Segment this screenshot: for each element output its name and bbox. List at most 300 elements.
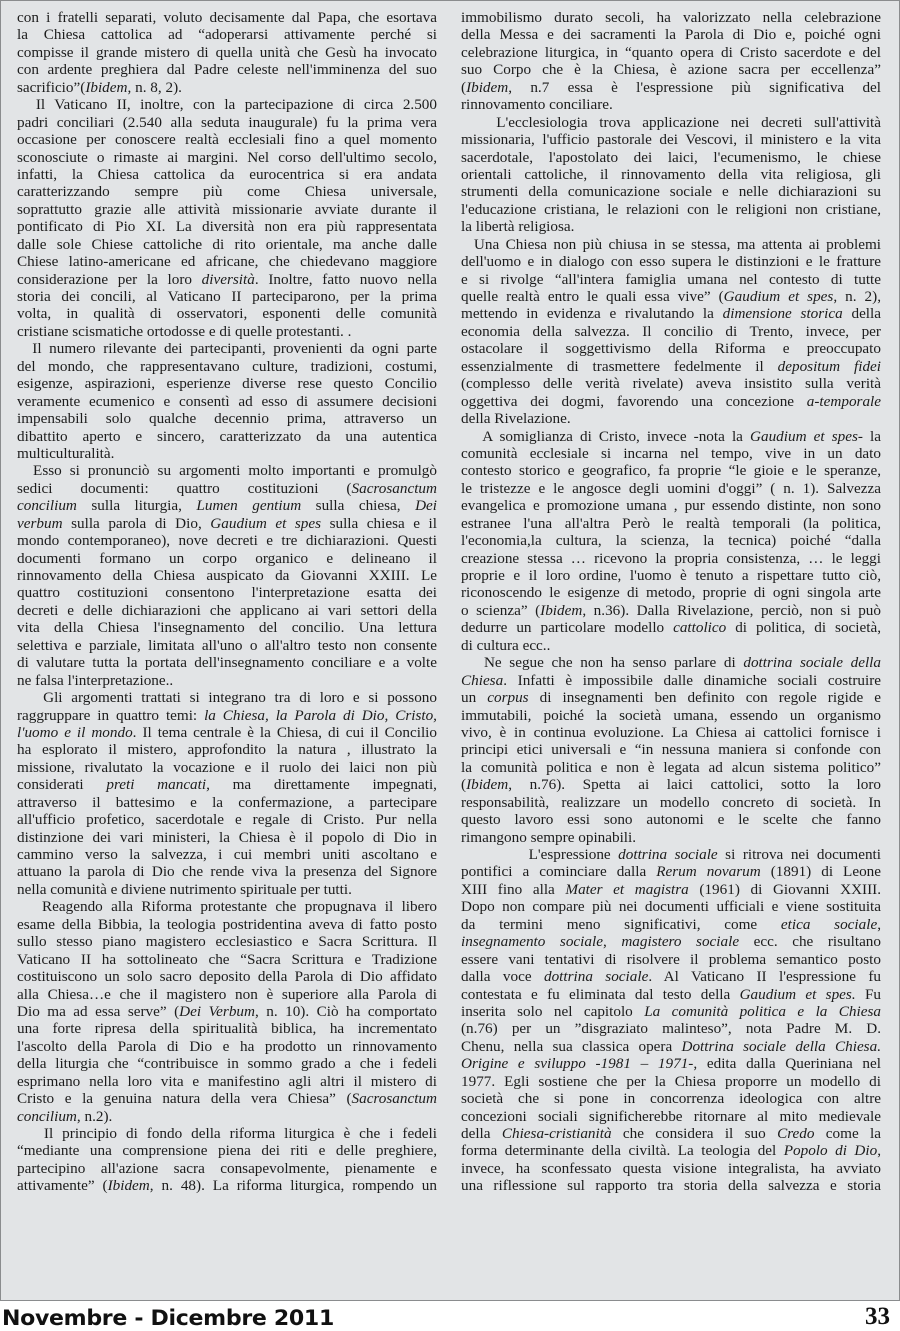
text-run: Gli argomenti trattati si integrano tra di loro e si possono — [17, 689, 437, 707]
text-run: riconoscendo le esigenze di metodo, proprie di ogni singola arte — [461, 584, 881, 602]
text-line — [461, 183, 881, 200]
text-run: A somiglianza di Cristo, invece -nota la — [461, 427, 751, 445]
text-line — [461, 933, 881, 950]
text-line — [461, 689, 881, 706]
text-run: mettendo in evidenza e rivalutando la — [461, 305, 723, 323]
italic-run: Gaudium et spes. — [739, 985, 856, 1003]
text-run: impensabili solo qualche decennio prima, attraverso un — [17, 410, 437, 428]
text-run: documenti formano un corpo organico e delineano il — [17, 549, 437, 567]
text-line — [17, 305, 437, 322]
text-line — [461, 1003, 881, 1020]
italic-run: dottrina sociale della — [743, 654, 881, 672]
text-line — [461, 1108, 881, 1125]
text-run: questo lavoro essi sono autonomi e le scelte che fanno — [461, 811, 881, 829]
text-run: principi etici universali e “in nessuna maniera si confonde con — [461, 741, 881, 759]
italic-run: preti mancati, — [106, 776, 210, 794]
italic-run: Origine e sviluppo -1981 – 1971- — [461, 1055, 694, 1073]
text-line — [461, 9, 881, 26]
text-run: . Inoltre, fatto nuovo nella — [254, 270, 437, 288]
text-run: la comunità politica e non è legata ad alcun sistema politico” — [461, 758, 881, 776]
text-run: sacrificio”( — [17, 78, 86, 96]
text-run: , n. 2), — [833, 288, 881, 305]
text-line — [461, 1142, 881, 1159]
text-line — [17, 96, 437, 113]
text-run: della liturgia che “contribuisce in sommo grado a che i fedeli — [17, 1055, 437, 1073]
text-run: , n.7 essa è l'espressione più significativa del — [508, 78, 881, 96]
text-line — [17, 794, 437, 811]
text-line — [461, 1038, 881, 1055]
text-line — [17, 1038, 437, 1055]
text-line — [17, 79, 437, 96]
text-line — [17, 26, 437, 43]
text-run: come la — [814, 1125, 881, 1142]
text-line — [17, 323, 437, 340]
text-run: , n.2). — [76, 1107, 113, 1125]
text-line — [17, 1020, 437, 1037]
text-run: estranee l'una all'altra Però le realtà temporali (la politica, — [461, 514, 881, 532]
text-line — [17, 61, 437, 78]
text-run: Dopo non compare più nei documenti ufficiali e viene sostituita — [461, 898, 881, 916]
text-run: cristiane scismatiche ortodosse e di quelle protestanti. . — [17, 322, 352, 340]
text-run: Dio ma ad essa serve” ( — [17, 1002, 180, 1020]
text-line — [17, 288, 437, 305]
text-line — [17, 898, 437, 915]
text-run: , edita dalla Queriniana nel — [693, 1055, 881, 1073]
text-line — [17, 236, 437, 253]
text-line — [461, 846, 881, 863]
text-line — [17, 1177, 437, 1194]
text-run: ostacolare il soggettivismo della Riforma e preoccupato — [461, 340, 881, 358]
text-run: sullo stesso piano magistero ecclesiastico e Sacra Scrittura. Il — [17, 933, 437, 951]
text-line — [461, 26, 881, 43]
text-run: Il numero rilevante dei partecipanti, provenienti da ogni parte — [17, 340, 437, 358]
text-run: , — [877, 1142, 881, 1160]
text-run: celebrazione liturgica, in “quanto opera di Cristo sacerdote e del — [461, 43, 881, 61]
text-line — [17, 550, 437, 567]
text-run: Esso si pronunciò su argomenti molto importanti e promulgò — [17, 462, 437, 480]
text-run: la Chiesa cattolica ad “adoperarsi attivamente perché si — [17, 26, 437, 44]
text-run: economia della salvezza. Il concilio di Trento, invece, per — [461, 322, 881, 340]
text-run: quattro costituzioni consentono l'interpretazione esatta dei — [17, 584, 437, 602]
text-run: . Al Vaticano II l'espressione fu — [648, 968, 882, 986]
text-run: della — [842, 305, 881, 323]
text-line — [17, 428, 437, 445]
italic-run: Ibidem — [466, 776, 509, 794]
text-run: pontificato di Pio XI. La diversità non era più rappresentata — [17, 218, 437, 236]
italic-run: Gaudium et spes — [210, 514, 322, 532]
text-line — [17, 462, 437, 479]
text-run: sulla parola di Dio, — [62, 514, 211, 532]
text-line — [17, 44, 437, 61]
text-run: , n. 8, 2). — [127, 78, 182, 96]
text-run: , n. 48). La riforma liturgica, rompendo un — [149, 1177, 437, 1195]
text-line — [461, 271, 881, 288]
text-line — [461, 532, 881, 549]
text-run: della Messa e dei sacramenti la Parola di Dio e, poiché ogni — [461, 26, 881, 44]
text-line — [461, 323, 881, 340]
italic-run: Ibidem — [85, 78, 128, 96]
text-run: 1977. Egli sostiene che per la Chiesa proporre un modello di — [461, 1072, 881, 1090]
text-run: evangelica e promozione umana , pur essendo distinte, non sono — [461, 497, 881, 515]
italic-run: Popolo di Dio — [783, 1142, 878, 1160]
text-line — [461, 951, 881, 968]
text-run: l'educazione cristiana, le relazioni con le religioni non cristiane, — [461, 200, 881, 218]
text-run: un — [461, 689, 488, 707]
text-line — [17, 724, 437, 741]
text-run: alla Chiesa…e che il magistero non è superiore alla Parola di — [17, 985, 437, 1003]
italic-run: Ibidem — [466, 78, 509, 96]
text-line — [461, 567, 881, 584]
text-run: , n.76). Spetta ai laici cattolici, sotto la loro — [508, 776, 881, 794]
text-run: (complesso delle verità rivelate) aveva insistito sulla verità — [461, 375, 881, 393]
text-line — [17, 1142, 437, 1159]
text-line — [461, 253, 881, 270]
italic-run: la Chiesa, la Parola di Dio, Cristo, — [204, 706, 437, 724]
text-line — [17, 863, 437, 880]
text-run: con ardente preghiera dal Padre celeste nell'imminenza del suo — [17, 61, 437, 79]
text-line — [461, 445, 881, 462]
text-run: storia dei concili, al Vaticano II parteciparono, per la prima — [17, 288, 437, 305]
text-line — [461, 428, 881, 445]
text-run: selettiva e parziale, limitata all'uno o all'altro testo non consente — [17, 636, 437, 654]
text-run: vita della Chiesa l'insegnamento del concilio. Una lettura — [17, 619, 437, 637]
text-run: soprattutto grazie alle attività missionarie avviate durante il — [17, 200, 437, 218]
text-run: occasione per conoscere realtà ecclesiali fino a quel momento — [17, 131, 437, 149]
text-line — [17, 253, 437, 270]
text-line — [461, 759, 881, 776]
text-line — [17, 881, 437, 898]
text-run: invece, ha sconfessato questa visione integralista, ha avviato — [461, 1159, 881, 1177]
text-run: da termini meno significativi, come — [461, 915, 781, 933]
text-run: sulla chiesa, — [301, 497, 416, 515]
text-run: di politica, di società, — [726, 619, 882, 637]
text-line — [17, 846, 437, 863]
italic-run: magistero sociale — [621, 933, 740, 951]
text-run: considerati — [17, 776, 107, 794]
text-line — [461, 986, 881, 1003]
text-run: essenzialmente di trasmettere fedelmente il — [461, 357, 778, 375]
text-run: dalla voce — [461, 968, 544, 986]
text-line — [461, 672, 881, 689]
text-line — [461, 968, 881, 985]
text-run: XIII fino alla — [461, 880, 566, 898]
text-line — [17, 1090, 437, 1107]
italic-run: Lumen gentium — [196, 497, 302, 515]
text-run: “mediante una comprensione piena dei riti e delle preghiere, — [17, 1142, 437, 1160]
text-run: attraverso il battesimo e la confermazione, a partecipare — [17, 793, 437, 811]
text-run: Chiese latino-americane ed africane, che chiedevano maggiore — [17, 253, 437, 271]
text-line — [461, 584, 881, 601]
text-run: volta, in qualità di osservatori, esponenti delle comunità — [17, 305, 437, 323]
text-line — [17, 829, 437, 846]
text-column-left — [17, 9, 437, 1195]
text-line — [17, 445, 437, 462]
text-run: orientali cattoliche, il rinnovamento della vita religiosa, gli — [461, 165, 881, 183]
text-line — [17, 358, 437, 375]
text-run: che considera il suo — [611, 1125, 778, 1142]
text-run: mondo contemporaneo), nove decreti e tre dichiarazioni. Questi — [17, 532, 437, 550]
text-run: ma direttamente impegnati, — [209, 776, 437, 794]
italic-run: insegnamento sociale — [461, 933, 603, 951]
text-run: sacerdotale, l'apostolato dei laici, l'ecumenismo, le chiese — [461, 148, 881, 166]
text-line — [17, 567, 437, 584]
text-run: Una Chiesa non più chiusa in se stessa, ma attenta ai problemi — [461, 235, 881, 253]
text-line — [461, 602, 881, 619]
text-run: costituiscono un solo sacro deposito della Parola di Dio affidato — [17, 968, 437, 986]
text-line — [461, 1055, 881, 1072]
text-line — [17, 654, 437, 671]
text-run: , — [602, 933, 622, 951]
text-run: esprimano nella loro vita e manifestino agli altri il mistero di — [17, 1072, 437, 1090]
text-run: sconosciute o rimaste ai margini. Nel corso dell'ultimo secolo, — [17, 148, 437, 166]
text-line — [17, 218, 437, 235]
text-line — [17, 9, 437, 26]
text-line — [461, 707, 881, 724]
text-run: immobilismo durato secoli, ha valorizzato nella celebrazione — [461, 9, 881, 26]
text-run: esame della Bibbia, la teologia postridentina aveva di fatto posto — [17, 915, 437, 933]
text-run: di insegnamenti ben definito con regole rigide e — [528, 689, 881, 707]
italic-run: concilium — [17, 1107, 77, 1125]
text-run: l'ascolto della Parola di Dio e ha prodotto un rinnovamento — [17, 1037, 437, 1055]
text-run: raggruppare in quattro temi: — [17, 706, 205, 724]
text-run: dibattito aperto e sincero, caratterizzato da una autentica — [17, 427, 437, 445]
text-run: della Rivelazione. — [461, 410, 571, 428]
text-line — [17, 480, 437, 497]
text-line — [461, 898, 881, 915]
text-run: dalle sole Chiese cattoliche di rito orientale, ma anche dalle — [17, 235, 437, 253]
text-run: considerazione per la loro — [17, 270, 202, 288]
italic-run: Rerum novarum — [656, 863, 761, 881]
text-line — [17, 1003, 437, 1020]
text-line — [17, 584, 437, 601]
text-run: con i fratelli separati, voluto decisamente dal Papa, che esortava — [17, 9, 437, 26]
text-line — [461, 131, 881, 148]
text-run: pontifici a cominciare dalla — [461, 863, 657, 881]
italic-run: cattolico — [673, 619, 727, 637]
text-line — [17, 602, 437, 619]
text-run: Vaticano II ha sottolineato che “Sacra Scrittura e Tradizione — [17, 950, 437, 968]
text-run: strumenti della comunicazione sociale e nelle dichiarazioni su — [461, 183, 881, 201]
italic-run: Ibidem — [540, 601, 583, 619]
text-run: del mondo, che rappresentavano culture, tradizioni, costumi, — [17, 357, 437, 375]
text-line — [461, 79, 881, 96]
text-run: padri conciliari (2.540 alla seduta inaugurale) fu la prima vera — [17, 113, 437, 131]
italic-run: Dottrina sociale della Chiesa. — [681, 1037, 881, 1055]
text-line — [17, 776, 437, 793]
text-run: proprie e il loro ordine, l'uomo è tenuto a rispettare tutto ciò, — [461, 567, 881, 584]
text-line — [461, 410, 881, 427]
text-run: esigenze, aspirazioni, esperienze diverse rese questo Concilio — [17, 375, 437, 393]
text-run: missione, rivalutato la vocazione e il ruolo dei laici non più — [17, 758, 437, 776]
text-run: rinnovamento della Chiesa auspicato da Giovanni XXIII. Le — [17, 567, 437, 584]
italic-run: Sacrosanctum — [351, 1090, 437, 1108]
text-line — [461, 288, 881, 305]
text-run: comunità ecclesiale si incarna nel tempo, vive in un dato — [461, 444, 881, 462]
issue-date: Novembre - Dicembre 2011 — [2, 1306, 334, 1330]
text-line — [17, 741, 437, 758]
text-line — [17, 986, 437, 1003]
text-run: ecc. che risultano — [739, 933, 881, 951]
text-run: rimangono sempre opinabili. — [461, 828, 637, 846]
italic-run: Sacrosanctum — [351, 479, 437, 497]
text-run: contesto storico e geografico, fa proprie “le gioie e le speranze, — [461, 462, 881, 480]
italic-run: diversità — [201, 270, 255, 288]
text-run: suo Corpo che è la Chiesa, è azione sacra per eccellenza” — [461, 61, 881, 79]
text-run: caratterizzando sempre più come Chiesa universale, — [17, 183, 437, 201]
text-column-right — [461, 9, 881, 1195]
text-line — [17, 968, 437, 985]
text-line — [17, 916, 437, 933]
text-run: compisse il grande mistero di quella unità che Gesù ha invocato — [17, 43, 437, 61]
text-line — [461, 829, 881, 846]
italic-run: Chiesa-cristianità — [501, 1125, 612, 1142]
text-run: Ne segue che non ha senso parlare di — [461, 654, 744, 672]
text-line — [17, 1055, 437, 1072]
italic-run: dimensione storica — [722, 305, 843, 323]
text-run: Il Vaticano II, inoltre, con la partecipazione di circa 2.500 — [17, 96, 437, 114]
text-line — [461, 462, 881, 479]
text-line — [17, 707, 437, 724]
text-run: decreti e delle dichiarazioni che applicano ai vari settori della — [17, 601, 437, 619]
italic-run: Chiesa — [461, 671, 504, 689]
text-run: (1891) di Leone — [760, 863, 881, 881]
text-run: distinzione dei vari ministeri, la Chiesa è il popolo di Dio in — [17, 828, 437, 846]
text-line — [461, 480, 881, 497]
text-run: , — [877, 915, 881, 933]
text-run: forma determinante della civiltà. La teologia del — [461, 1142, 784, 1160]
italic-run: etica sociale — [780, 915, 878, 933]
text-line — [461, 1177, 881, 1194]
text-run: nella comunità e diviene nutrimento spirituale per tutti. — [17, 880, 352, 898]
text-line — [17, 515, 437, 532]
text-line — [461, 149, 881, 166]
text-line — [461, 1125, 881, 1142]
text-line — [461, 393, 881, 410]
text-line — [461, 916, 881, 933]
italic-run: l'uomo e il mondo — [17, 723, 133, 741]
text-run: (n.76) per un ”disgraziato malinteso”, nota Padre M. D. — [461, 1020, 881, 1038]
text-run: cammino verso la salvezza, i cui membri uniti ascoltano e — [17, 846, 437, 863]
italic-run: concilium — [17, 497, 77, 515]
text-line — [461, 776, 881, 793]
italic-run: Mater et magistra — [565, 880, 689, 898]
text-line — [461, 305, 881, 322]
text-line — [461, 166, 881, 183]
text-line — [17, 166, 437, 183]
italic-run: verbum — [17, 514, 63, 532]
text-line — [17, 1125, 437, 1142]
text-line — [17, 271, 437, 288]
text-run: concezioni sociali significherebbe ritornare al mito medievale — [461, 1107, 881, 1125]
text-line — [461, 741, 881, 758]
text-run: della — [461, 1125, 502, 1142]
text-run: attuano la parola di Dio che rende viva la presenza del Signore — [17, 863, 437, 881]
italic-run: La comunità politica e la Chiesa — [644, 1002, 881, 1020]
text-run: l'economia,la cultura, la scienza, la tecnica) poiché “dalla — [461, 532, 881, 550]
text-run: . Infatti è impossibile dalle dinamiche sociali costruire — [503, 671, 881, 689]
text-line — [17, 951, 437, 968]
text-run: infatti, la Chiesa cattolica da eurocentrica si era andata — [17, 165, 437, 183]
italic-run: Ibidem — [107, 1177, 150, 1195]
text-run: creazione stessa … ricevono la propria consistenza, … le leggi — [461, 549, 881, 567]
text-line — [461, 44, 881, 61]
text-run: le tristezze e le angosce degli uomini d'oggi” ( n. 1). Salvezza — [461, 479, 881, 497]
text-line — [461, 654, 881, 671]
text-line — [17, 183, 437, 200]
text-line — [17, 672, 437, 689]
italic-run: dottrina sociale — [618, 846, 718, 863]
text-line — [17, 410, 437, 427]
text-line — [461, 863, 881, 880]
italic-run: Dei Verbum — [179, 1002, 255, 1020]
text-run: una forte ripresa della spiritualità biblica, ha incrementato — [17, 1020, 437, 1038]
text-run: . Il tema centrale è la Chiesa, di cui il Concilio — [132, 723, 437, 741]
text-line — [17, 149, 437, 166]
text-line — [17, 759, 437, 776]
italic-run: dottrina sociale — [543, 968, 649, 986]
text-run: ha esplorato il mistero, approfondito la natura , illustrato la — [17, 741, 437, 759]
text-line — [461, 375, 881, 392]
text-run: quelle realtà entro le quali essa vive” ( — [461, 288, 724, 305]
text-line — [17, 375, 437, 392]
text-run: L'ecclesiologia trova applicazione nei decreti sull'attività — [461, 113, 881, 131]
text-line — [461, 637, 881, 654]
italic-run: depositum fidei — [777, 357, 881, 375]
text-run: contestata e fu eliminata dal testo della — [461, 985, 740, 1003]
text-run: rinnovamento conciliare. — [461, 96, 613, 114]
text-line — [461, 619, 881, 636]
text-line — [461, 340, 881, 357]
italic-run: Credo — [777, 1125, 815, 1142]
text-run: essere vani tentativi di risolvere il problema semantico posto — [461, 950, 881, 968]
text-line — [461, 358, 881, 375]
text-run: - la — [857, 427, 881, 445]
italic-run: Gaudium et spes — [723, 288, 834, 305]
text-run: Fu — [855, 985, 881, 1003]
text-run: Cristo e la genuina natura della vera Chiesa” ( — [17, 1090, 352, 1108]
text-run: responsabilità, realizzare un modello concreto di società. In — [461, 793, 881, 811]
text-line — [461, 236, 881, 253]
text-run: Il principio di fondo della riforma liturgica è che i fedeli — [17, 1125, 437, 1142]
text-run: ( — [461, 776, 467, 794]
text-run: , n. 10). Ciò ha comportato — [254, 1002, 437, 1020]
italic-run: Dei — [415, 497, 437, 515]
text-run: (1961) di Giovanni XXIII. — [688, 880, 882, 898]
text-line — [461, 218, 881, 235]
text-line — [17, 933, 437, 950]
text-run: ( — [461, 78, 467, 96]
text-run: di valutare tutta la portata dell'insegnamento conciliare e a volte — [17, 654, 437, 672]
text-line — [461, 201, 881, 218]
text-line — [461, 1090, 881, 1107]
text-line — [461, 724, 881, 741]
text-line — [461, 550, 881, 567]
text-line — [461, 96, 881, 113]
text-line — [17, 1108, 437, 1125]
text-line — [17, 131, 437, 148]
text-line — [461, 1020, 881, 1037]
text-line — [17, 340, 437, 357]
text-line — [461, 1160, 881, 1177]
text-run: , n.36). Dalla Rivelazione, perciò, non si può — [582, 601, 881, 619]
text-run: si ritrova nei documenti — [717, 846, 881, 863]
text-line — [17, 811, 437, 828]
text-run: dell'uomo e in dialogo con esso supera le distinzioni e le fratture — [461, 253, 881, 271]
text-run: immutabili, poiché la società umana, essendo un organismo — [461, 706, 881, 724]
italic-run: a-temporale — [806, 392, 881, 410]
text-run: veramente ecumenico e consentì ad esso di assumere decisioni — [17, 392, 437, 410]
text-run: Reagendo alla Riforma protestante che propugnava il libero — [17, 898, 437, 916]
